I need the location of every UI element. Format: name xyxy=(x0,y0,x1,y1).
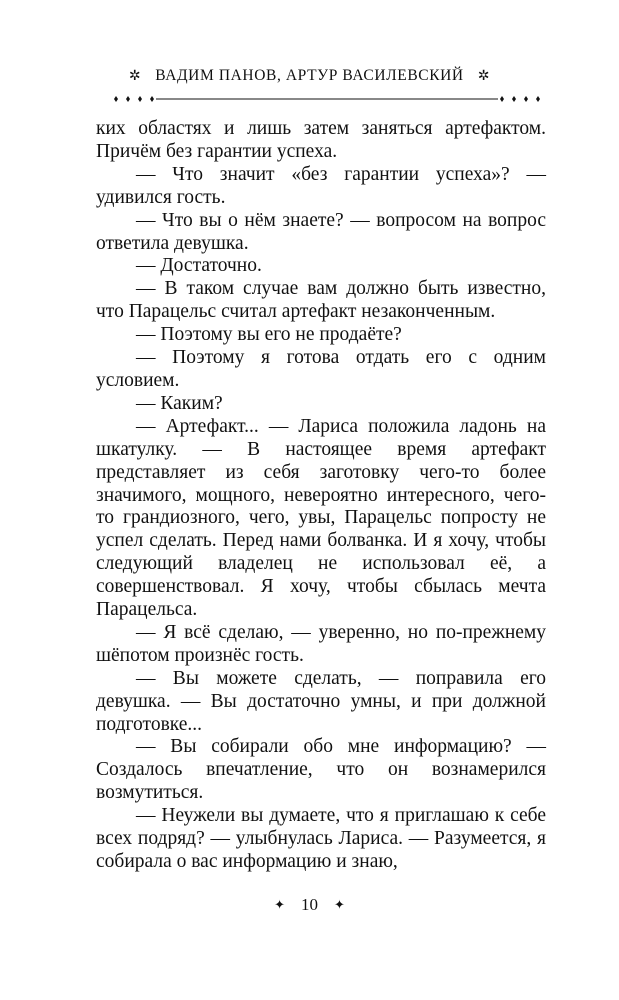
header-divider xyxy=(113,96,541,104)
paragraph: — Артефакт... — Лариса положила ладонь на шкатулку. — В настоящее время артефакт представляет из себя заготовку чего-то более значимого, мощного, невероятно интересного, чего-то грандиозного, чего, увы, Парацельс попросту не успел сделать. Перед нами болванка. И я хочу, чтобы следующий владелец не использовал её, а совершенствовал. Я хочу, чтобы сбылась мечта Парацельса. xyxy=(96,415,546,621)
page-body xyxy=(96,118,546,874)
paragraph: — Неужели вы думаете, что я приглашаю к себе всех подряд? — улыбнулась Лариса. — Разумеется, я собирала о вас информацию и знаю, xyxy=(96,805,546,872)
paragraph: — Достаточно. xyxy=(136,255,262,277)
divider-diamond-icon xyxy=(500,96,504,102)
paragraph: — Вы можете сделать, — поправила его девушка. — Вы достаточно умны, и при должной подготовке... xyxy=(96,667,546,735)
paragraph: — В таком случае вам должно быть известно, что Парацельс считал артефакт незаконченным. xyxy=(96,278,546,323)
paragraph: — Поэтому вы его не продаёте? xyxy=(136,324,402,346)
page-number: 10 xyxy=(301,895,318,914)
paragraph: — Я всё сделаю, — уверенно, но по-прежнему шёпотом произнёс гость. xyxy=(96,621,546,666)
paragraph: — Каким? xyxy=(136,392,223,414)
divider-diamond-icon xyxy=(524,96,528,102)
footer-ornament-left-icon: ✦ xyxy=(274,897,285,912)
paragraph: ких областях и лишь затем заняться артефактом. Причём без гарантии успеха. xyxy=(96,118,546,162)
divider-diamond-icon xyxy=(512,96,516,102)
header-title: ВАДИМ ПАНОВ, АРТУР ВАСИЛЕВСКИЙ xyxy=(155,67,464,84)
divider-diamond-icon xyxy=(138,96,142,102)
paragraph: — Поэтому я готова отдать его с одним условием. xyxy=(96,347,546,391)
running-header xyxy=(0,66,619,87)
paragraph: — Вы собирали обо мне информацию? — Создалось впечатление, что он вознамерился возмутиться. xyxy=(96,736,546,804)
divider-diamond-icon xyxy=(150,96,154,102)
divider-diamond-icon xyxy=(536,96,540,102)
paragraph: — Что вы о нём знаете? — вопросом на вопрос ответила девушка. xyxy=(96,209,546,254)
footer-ornament-right-icon: ✦ xyxy=(334,897,345,912)
divider-diamond-icon xyxy=(126,96,130,102)
header-ornament-right-icon: ✲ xyxy=(477,69,491,84)
divider-diamond-icon xyxy=(114,96,118,102)
header-line xyxy=(0,66,619,87)
header-ornament-left-icon: ✲ xyxy=(128,69,142,84)
paragraph: — Что значит «без гарантии успеха»? — удивился гость. xyxy=(96,163,546,208)
page-footer xyxy=(0,895,619,915)
